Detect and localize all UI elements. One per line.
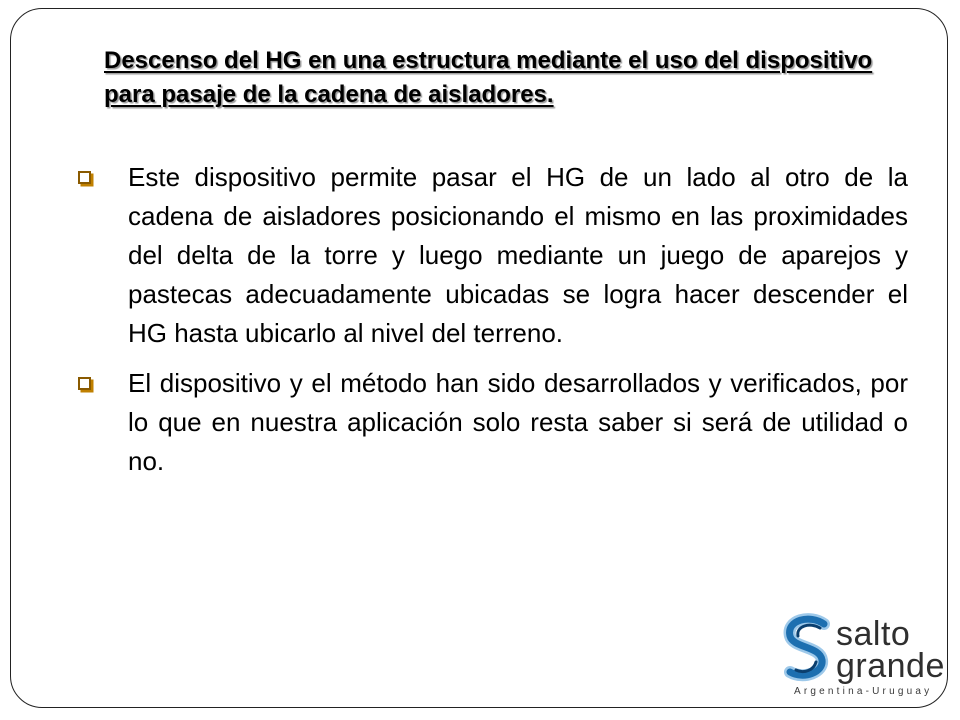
salto-grande-logo [780, 612, 945, 704]
swirl-logo-icon [780, 612, 836, 684]
logo-text-line1: salto [836, 615, 911, 653]
bullet-list [78, 158, 908, 492]
slide-title: Descenso del HG en una estructura mediante el uso del dispositivo para pasaje de la cadena de aisladores. [104, 47, 873, 108]
bullet-item [78, 364, 908, 481]
square-bullet-icon [78, 377, 91, 390]
bullet-item [78, 158, 908, 353]
logo-subtitle: Argentina-Uruguay [794, 686, 933, 697]
square-bullet-icon [78, 171, 91, 184]
bullet-text: Este dispositivo permite pasar el HG de un lado al otro de la cadena de aisladores posicionando el mismo en las proximidades del delta de la torre y luego mediante un juego de aparejos y pastecas adecuadamente ubicadas se logra hacer descender el HG hasta ubicarlo al nivel del terreno. [128, 162, 908, 348]
bullet-text: El dispositivo y el método han sido desarrollados y verificados, por lo que en nuestra aplicación solo resta saber si será de utilidad o no. [128, 368, 908, 476]
logo-text-line2: grande [836, 647, 945, 685]
